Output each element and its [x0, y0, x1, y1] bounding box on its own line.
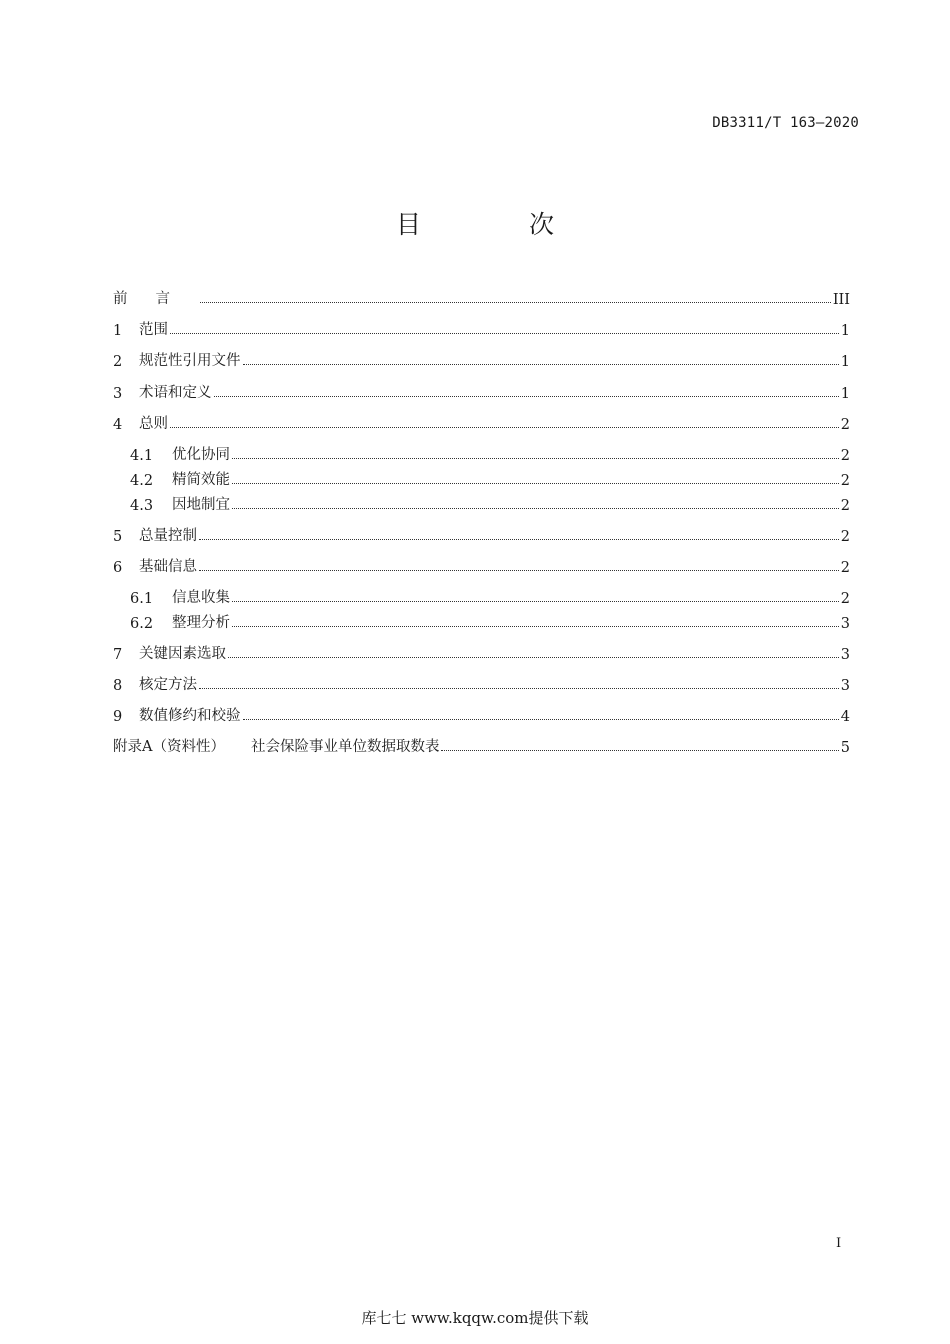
dot-leader: [199, 688, 839, 689]
toc-entry-label: 因地制宜: [172, 497, 230, 513]
toc-entry-label: 规范性引用文件: [139, 353, 241, 369]
toc-entry-number: 6: [113, 560, 123, 576]
toc-entry-label: 数值修约和校验: [139, 708, 241, 724]
dot-leader: [170, 333, 839, 334]
toc-entry-page: 2: [840, 417, 850, 433]
toc-entry-preface[interactable]: [113, 286, 850, 308]
toc-entry-label: 信息收集: [172, 590, 230, 606]
toc-entry-9[interactable]: [113, 703, 850, 725]
toc-entry-page: 2: [840, 591, 850, 607]
download-note: 库七七 www.kqqw.com提供下载: [361, 1309, 589, 1327]
toc-entry-page: 1: [840, 323, 850, 339]
toc-entry-label: 整理分析: [172, 615, 230, 631]
dot-leader: [232, 601, 839, 602]
dot-leader: [214, 396, 839, 397]
dot-leader: [243, 719, 839, 720]
dot-leader: [232, 458, 839, 459]
toc-entry-label: 核定方法: [139, 677, 197, 693]
toc-entry-number: 附录A（资料性）: [113, 739, 225, 755]
toc-entry-4-1[interactable]: [130, 442, 850, 464]
page-title: 目 次: [396, 210, 604, 239]
toc-entry-number: 9: [113, 709, 123, 725]
page-number: I: [836, 1236, 842, 1251]
dot-leader: [232, 626, 839, 627]
toc-entry-3[interactable]: [113, 380, 850, 402]
toc-entry-number: 6.1: [130, 591, 154, 607]
toc-entry-page: 5: [840, 740, 850, 756]
toc-entry-6-1[interactable]: [130, 585, 850, 607]
dot-leader: [441, 750, 838, 751]
toc-entry-label: 术语和定义: [139, 385, 212, 401]
toc-entry-number: 3: [113, 386, 123, 402]
toc-entry-label: 优化协同: [172, 447, 230, 463]
toc-entry-label: 社会保险事业单位数据取数表: [250, 739, 440, 755]
toc-entry-number: 4.3: [130, 498, 154, 514]
dot-leader: [228, 657, 839, 658]
toc-entry-8[interactable]: [113, 672, 850, 694]
toc-entry-page: III: [832, 292, 850, 308]
toc-entry-page: 2: [840, 473, 850, 489]
toc-entry-4-2[interactable]: [130, 467, 850, 489]
toc-entry-label: 前言: [113, 291, 198, 307]
toc-entry-7[interactable]: [113, 641, 850, 663]
document-code: DB3311/T 163—2020: [712, 115, 859, 131]
dot-leader: [232, 483, 839, 484]
dot-leader: [199, 539, 839, 540]
dot-leader: [232, 508, 839, 509]
toc-entry-label: 总量控制: [139, 528, 197, 544]
toc-entry-page: 2: [840, 498, 850, 514]
toc-entry-page: 3: [840, 678, 850, 694]
dot-leader: [243, 364, 839, 365]
toc-entry-page: 4: [840, 709, 850, 725]
toc-entry-5[interactable]: [113, 523, 850, 545]
toc-entry-label: 基础信息: [139, 559, 197, 575]
toc-entry-6-2[interactable]: [130, 610, 850, 632]
toc-entry-number: 1: [113, 323, 123, 339]
toc-entry-page: 3: [840, 647, 850, 663]
toc-entry-number: 4: [113, 417, 123, 433]
dot-leader: [170, 427, 839, 428]
toc-entry-page: 2: [840, 560, 850, 576]
toc-entry-number: 2: [113, 354, 123, 370]
toc-entry-number: 6.2: [130, 616, 154, 632]
toc-entry-number: 7: [113, 647, 123, 663]
toc-entry-number: 8: [113, 678, 123, 694]
toc-entry-page: 2: [840, 448, 850, 464]
toc-entry-number: 4.2: [130, 473, 154, 489]
toc-entry-label: 精简效能: [172, 472, 230, 488]
toc-entry-number: 4.1: [130, 448, 154, 464]
toc-entry-page: 2: [840, 529, 850, 545]
toc-entry-annex-a[interactable]: [113, 734, 850, 756]
toc-entry-6[interactable]: [113, 554, 850, 576]
dot-leader: [200, 302, 831, 303]
toc-entry-number: 5: [113, 529, 123, 545]
toc-entry-1[interactable]: [113, 317, 850, 339]
toc-entry-4-3[interactable]: [130, 492, 850, 514]
toc-entry-label: 总则: [139, 416, 168, 432]
dot-leader: [199, 570, 839, 571]
toc-entry-page: 1: [840, 386, 850, 402]
toc-entry-label: 关键因素选取: [139, 646, 226, 662]
toc-entry-2[interactable]: [113, 348, 850, 370]
toc-entry-page: 1: [840, 354, 850, 370]
toc-entry-page: 3: [840, 616, 850, 632]
toc-entry-4[interactable]: [113, 411, 850, 433]
toc-entry-label: 范围: [139, 322, 168, 338]
